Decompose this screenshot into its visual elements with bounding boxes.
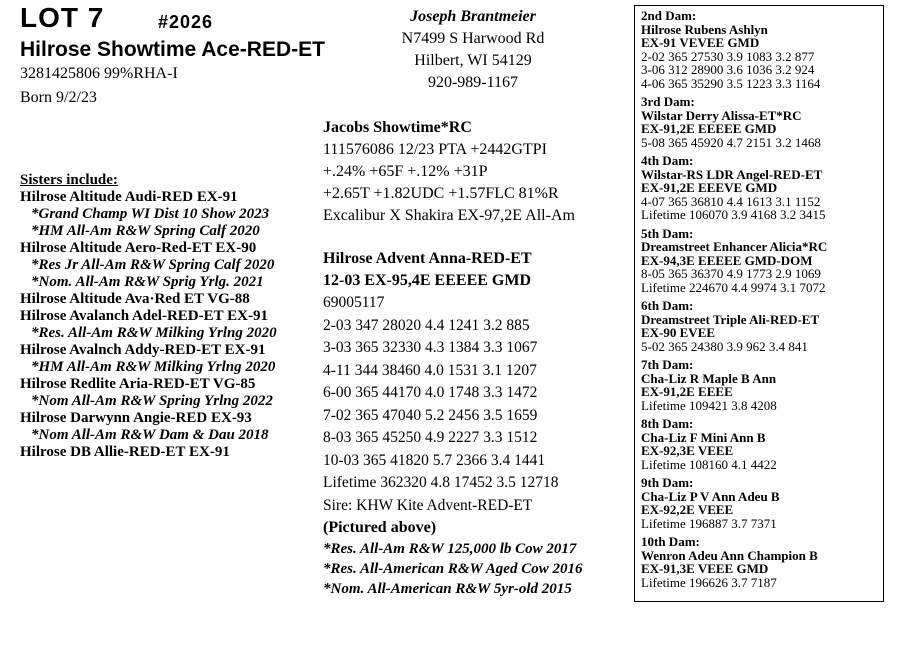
sister-award: *Res. All-Am R&W Milking Yrlng 2020	[31, 325, 277, 341]
sire-line: +.24% +65F +.12% +31P	[323, 163, 488, 180]
sister-name: Hilrose Altitude Ava·Red ET VG-88	[20, 291, 250, 307]
dam-record-line: Sire: KHW Kite Advent-RED-ET	[323, 496, 533, 514]
sisters-heading: Sisters include:	[20, 172, 118, 188]
dam-record-line: 8-03 365 45250 4.9 2227 3.3 1512	[323, 429, 538, 446]
pedigree-record-line: Lifetime 108160 4.1 4422	[641, 456, 777, 472]
dam-record-line: 4-11 344 38460 4.0 1531 3.1 1207	[323, 361, 537, 379]
pedigree-record-line: 5-08 365 45920 4.7 2151 3.2 1468	[641, 134, 821, 150]
dam-record-line: Lifetime 362320 4.8 17452 3.5 12718	[323, 474, 559, 491]
sire-line: 111576086 12/23 PTA +2442GTPI	[323, 141, 547, 158]
pedigree-record-line: 3-06 312 28900 3.6 1036 3.2 924	[641, 62, 815, 77]
dam-record-line: 2-03 347 28020 4.4 1241 3.2 885	[323, 316, 530, 334]
pedigree-classification: EX-91,3E VEEE GMD	[641, 561, 769, 576]
pedigree-record-line: Lifetime 224670 4.4 9974 3.1 7072	[641, 279, 826, 295]
dam-record-line: 7-02 365 47040 5.2 2456 3.5 1659	[323, 406, 538, 424]
sire-name: Jacobs Showtime*RC	[323, 119, 472, 136]
pedigree-dam-name: Dreamstreet Enhancer Alicia*RC	[641, 239, 828, 254]
dam-award: *Nom. All-American R&W 5yr-old 2015	[323, 581, 572, 597]
sister-name: Hilrose Avalanch Adel-RED-ET EX-91	[20, 308, 268, 324]
sister-award: *Nom All-Am R&W Spring Yrlng 2022	[31, 393, 273, 409]
sisters-list	[20, 172, 310, 461]
sister-award: *Grand Champ WI Dist 10 Show 2023	[31, 206, 270, 222]
dam-records	[323, 315, 582, 518]
pedigree-record-line: Lifetime 106070 3.9 4168 3.2 3415	[641, 207, 826, 222]
pedigree-classification: EX-91,2E EEEE	[641, 384, 733, 399]
pedigree-record-line: 4-07 365 36810 4.4 1613 3.1 1152	[641, 193, 821, 209]
pedigree-generation: 2nd Dam:	[641, 8, 697, 23]
dam-name: Hilrose Advent Anna-RED-ET	[323, 250, 532, 267]
pedigree-record-line: Lifetime 196887 3.7 7371	[641, 515, 777, 531]
sister-award: *Res Jr All-Am R&W Spring Calf 2020	[31, 257, 275, 273]
sisters-items	[20, 189, 310, 461]
pedigree-generation: 10th Dam:	[641, 534, 700, 549]
dam-record-line: 6-00 365 44170 4.0 1748 3.3 1472	[323, 384, 538, 401]
sister-name: Hilrose Altitude Aero-Red-ET EX-90	[20, 240, 257, 256]
pedigree-record-line: 2-02 365 27530 3.9 1083 3.2 877	[641, 48, 815, 64]
birth-date: Born 9/2/23	[20, 89, 97, 106]
breeder-phone: 920-989-1167	[427, 74, 519, 91]
sister-name: Hilrose Redlite Aria-RED-ET VG-85	[20, 376, 256, 392]
pedigree-classification: EX-91,2E EEEEE GMD	[641, 121, 777, 136]
sister-name: Hilrose DB Allie-RED-ET EX-91	[20, 444, 230, 460]
pedigree-dam	[641, 154, 883, 222]
pedigree-classification: EX-92,3E VEEE	[641, 443, 734, 458]
dam-registration: 69005117	[323, 294, 385, 311]
dam-pictured-note: (Pictured above)	[323, 519, 437, 536]
pedigree-generation: 3rd Dam:	[641, 94, 695, 109]
pedigree-classification: EX-92,2E VEEE	[641, 502, 734, 517]
sire-line: Excalibur X Shakira EX-97,2E All-Am	[323, 207, 575, 224]
dam-record-line: 10-03 365 41820 5.7 2366 3.4 1441	[323, 451, 546, 469]
pedigree-dam-name: Cha-Liz F Mini Ann B	[641, 429, 766, 445]
sister-award: *Nom All-Am R&W Dam & Dau 2018	[31, 427, 269, 443]
sister-name: Hilrose Darwynn Angie-RED EX-93	[20, 410, 252, 426]
pedigree-classification: EX-91 VEVEE GMD	[641, 35, 760, 50]
pedigree-generation: 7th Dam:	[641, 357, 694, 372]
pedigree-dam-name: Wenron Adeu Ann Champion B	[641, 547, 818, 563]
pedigree-generation: 9th Dam:	[641, 475, 694, 490]
pedigree-dam	[641, 358, 883, 412]
sire-details	[323, 139, 575, 227]
pedigree-record-line: 5-02 365 24380 3.9 962 3.4 841	[641, 338, 808, 354]
pedigree-box	[634, 5, 884, 602]
pedigree-dam-name: Wilstar Derry Alissa-ET*RC	[641, 107, 802, 123]
registration-line: 3281425806 99%RHA-I	[20, 65, 178, 82]
pedigree-classification: EX-90 EVEE	[641, 325, 716, 340]
breeder-city: Hilbert, WI 54129	[414, 52, 532, 69]
pedigree-dam	[641, 227, 883, 295]
pedigree-dam	[641, 9, 883, 90]
sister-name: Hilrose Altitude Audi-RED EX-91	[20, 189, 238, 205]
pedigree-dam-name: Cha-Liz R Maple B Ann	[641, 370, 777, 386]
sister-award: *Nom. All-Am R&W Sprig Yrlg. 2021	[31, 274, 264, 290]
breeder-name: Joseph Brantmeier	[410, 8, 536, 25]
pedigree-dam-name: Dreamstreet Triple Ali-RED-ET	[641, 311, 820, 327]
pedigree-classification: EX-91,2E EEEVE GMD	[641, 180, 778, 195]
pedigree-dam-name: Hilrose Rubens Ashlyn	[641, 21, 768, 37]
dam-award: *Res. All-American R&W Aged Cow 2016	[323, 561, 583, 577]
pedigree-generation: 4th Dam:	[641, 153, 694, 168]
pedigree-classification: EX-94,3E EEEEE GMD-DOM	[641, 252, 813, 268]
pedigree-dam	[641, 95, 883, 149]
dam-record-line: 3-03 365 32330 4.3 1384 3.3 1067	[323, 339, 538, 356]
dam-classification: 12-03 EX-95,4E EEEEE GMD	[323, 272, 532, 289]
lot-number: #2026	[158, 12, 214, 32]
sister-award: *HM All-Am R&W Milking Yrlng 2020	[31, 359, 276, 375]
breeder-address: N7499 S Harwood Rd	[401, 30, 545, 47]
sire-block	[323, 117, 575, 227]
pedigree-generation: 8th Dam:	[641, 416, 694, 431]
dam-block	[323, 248, 582, 599]
pedigree-generation: 6th Dam:	[641, 298, 694, 313]
breeder-info	[373, 6, 573, 94]
dam-awards	[323, 539, 582, 599]
pedigree-dam	[641, 417, 883, 471]
sister-name: Hilrose Avalnch Addy-RED-ET EX-91	[20, 342, 266, 358]
pedigree-record-line: 8-05 365 36370 4.9 1773 2.9 1069	[641, 266, 821, 281]
pedigree-generation: 5th Dam:	[641, 225, 694, 241]
lot-label: LOT 7	[20, 2, 105, 33]
pedigree-record-line: Lifetime 196626 3.7 7187	[641, 574, 777, 590]
dam-award: *Res. All-Am R&W 125,000 lb Cow 2017	[323, 541, 577, 557]
pedigree-dam-name: Cha-Liz P V Ann Adeu B	[641, 488, 780, 504]
pedigree-record-line: 4-06 365 35290 3.5 1223 3.3 1164	[641, 75, 821, 91]
sire-line: +2.65T +1.82UDC +1.57FLC 81%R	[323, 185, 559, 202]
sister-award: *HM All-Am R&W Spring Calf 2020	[31, 223, 260, 239]
pedigree-dam-name: Wilstar-RS LDR Angel-RED-ET	[641, 166, 823, 182]
pedigree-dam	[641, 299, 883, 353]
animal-name: Hilrose Showtime Ace-RED-ET	[20, 38, 325, 61]
pedigree-dam	[641, 476, 883, 530]
pedigree-dam	[641, 535, 883, 589]
pedigree-record-line: Lifetime 109421 3.8 4208	[641, 397, 777, 413]
